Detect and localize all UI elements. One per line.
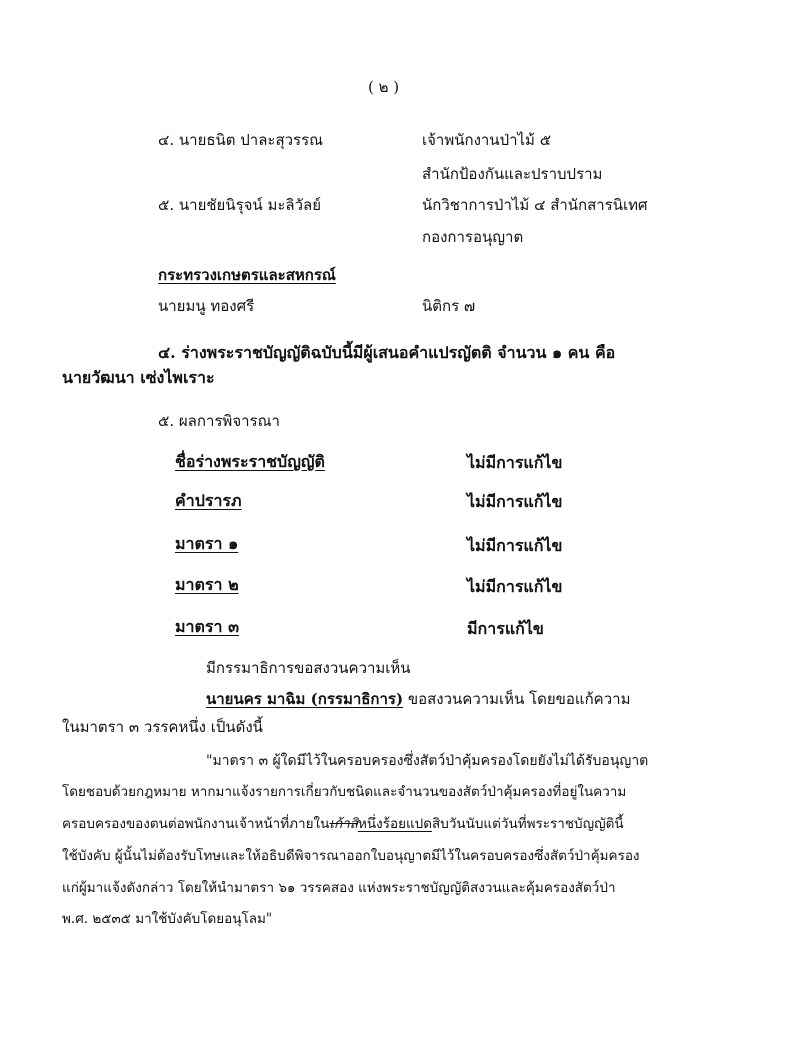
section5-heading: ๕. ผลการพิจารณา (158, 412, 280, 430)
ministry-official-name: นายมนู ทองศรี (158, 297, 255, 315)
result-label-title: ชื่อร่างพระราชบัญญัติ (175, 452, 325, 471)
section4-line1: ๔. ร่างพระราชบัญญัติฉบับนี้มีผู้เสนอคำแปรญัตติ จำนวน ๑ คน คือ (158, 343, 616, 362)
official-name-2: ๕. นายชัยนิรุจน์ มะลิวัลย์ (158, 196, 321, 214)
commissioner-name: นายนคร มาฉิม (กรรมาธิการ) (206, 690, 404, 708)
result-value-title: ไม่มีการแก้ไข (467, 453, 563, 472)
result-value-section1: ไม่มีการแก้ไข (467, 536, 563, 555)
quote-line-3-b: สิบวันนับแต่วันที่พระราชบัญญัตินี้ (432, 816, 624, 832)
page-number: ( ๒ ) (368, 78, 400, 96)
opinion-line2-rest: ขอสงวนความเห็น โดยขอแก้ความ (403, 690, 631, 708)
result-value-section3: มีการแก้ไข (467, 619, 544, 638)
ministry-official-position: นิติกร ๗ (422, 297, 476, 315)
official-position-2a: นักวิชาการป่าไม้ ๔ สำนักสารนิเทศ (422, 196, 648, 214)
official-position-2b: กองการอนุญาต (422, 228, 524, 246)
result-value-section2: ไม่มีการแก้ไข (467, 577, 563, 596)
quote-struck-text: เก้าสิ (329, 816, 358, 832)
result-label-section3: มาตรา ๓ (175, 617, 240, 636)
section4-line2: นายวัฒนา เซ่งไพเราะ (62, 368, 215, 387)
official-position-1b: สำนักป้องกันและปราบปราม (422, 165, 603, 183)
quote-line-5: แก่ผู้มาแจ้งดังกล่าว โดยให้นำมาตรา ๖๑ วรรคสอง แห่งพระราชบัญญัติสงวนและคุ้มครองสัตว์ป่า (62, 880, 616, 896)
quote-line-4: ใช้บังคับ ผู้นั้นไม่ต้องรับโทษและให้อธิบดีพิจารณาออกใบอนุญาตมีไว้ในครอบครองซึ่งสัตว์ป่าคุ้มครอง (62, 848, 640, 864)
official-position-1a: เจ้าพนักงานป่าไม้ ๕ (422, 131, 552, 149)
result-label-section1: มาตรา ๑ (175, 534, 239, 553)
opinion-line3: ในมาตรา ๓ วรรคหนึ่ง เป็นดังนี้ (62, 718, 263, 736)
result-label-section2: มาตรา ๒ (175, 575, 239, 594)
quote-line-6: พ.ศ. ๒๕๓๕ มาใช้บังคับโดยอนุโลม" (62, 911, 273, 927)
quote-line-3 (62, 816, 624, 832)
result-value-preamble: ไม่มีการแก้ไข (467, 492, 563, 511)
official-name-1: ๔. นายธนิต ปาละสุวรรณ (158, 131, 324, 149)
ministry-heading: กระทรวงเกษตรและสหกรณ์ (158, 266, 336, 284)
opinion-line2 (206, 690, 630, 708)
quote-underlined-text: หนึ่งร้อยแปด (357, 816, 433, 832)
opinion-line1: มีกรรมาธิการขอสงวนความเห็น (206, 659, 411, 677)
quote-line-1: "มาตรา ๓ ผู้ใดมีไว้ในครอบครองซึ่งสัตว์ป่าคุ้มครองโดยยังไม่ได้รับอนุญาต (206, 753, 649, 769)
quote-line-2: โดยชอบด้วยกฎหมาย หากมาแจ้งรายการเกี่ยวกับชนิดและจำนวนของสัตว์ป่าคุ้มครองที่อยู่ในความ (62, 784, 627, 800)
quote-line-3-a: ครอบครองของตนต่อพนักงานเจ้าหน้าที่ภายใน (62, 816, 330, 832)
result-label-preamble: คำปรารภ (175, 491, 242, 510)
